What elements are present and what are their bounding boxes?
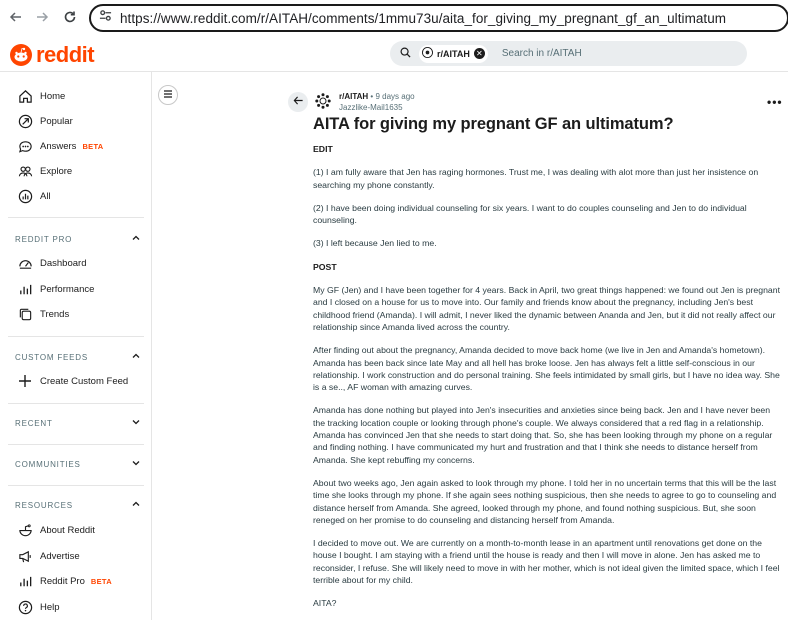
search-input[interactable]: Search in r/AITAH [501, 48, 582, 59]
sidebar-divider [8, 444, 144, 445]
sidebar-item-advertise[interactable] [16, 546, 80, 566]
chevron-down-icon[interactable] [131, 458, 141, 470]
section-recent[interactable] [15, 416, 141, 430]
section-heading: RECENT [15, 418, 53, 428]
sidebar-item-reddit-pro[interactable] [16, 571, 112, 591]
post-paragraph: (2) I have been doing individual counseling for six years. I want to do couples counseling and Jen to do individual counseling. [313, 202, 747, 226]
section-heading: COMMUNITIES [15, 459, 81, 469]
post-paragraph: After finding out about the pregnancy, Amanda decided to move back home (we live in Jen and Amanda's hometown). Amanda has been back since late May and all hell has broke loose. Jen has always felt a little self-conscious in our relationship. I work construction and do personal training. She feels intimidated by small girls, but I have no idea way. She is a se.., AF woman with amazing curves. [313, 345, 780, 393]
advertise-icon [16, 547, 34, 565]
performance-icon [16, 280, 34, 298]
more-options-icon[interactable]: ••• [767, 95, 783, 109]
post-paragraph: My GF (Jen) and I have been together for 4 years. Back in April, two great things happened: we found out Jen is pregnant and I closed on a house for us to move into. Our family and friends know about the pregnancy, including Jen's best childhood friend (Amanda). I will admit, I never liked the dynamic between Ananda and Jen, but it did not really affect our relationship since Amanda lived across the country. [313, 285, 780, 332]
sidebar-label: Performance [40, 283, 95, 295]
sidebar-label: Popular [40, 115, 73, 127]
back-button[interactable] [288, 92, 308, 112]
browser-toolbar [0, 0, 788, 36]
sidebar-item-answers[interactable] [16, 136, 104, 156]
sidebar-divider [8, 217, 144, 218]
beta-badge: BETA [90, 576, 112, 586]
post-section-heading: EDIT [313, 144, 333, 154]
sidebar-label: About Reddit [40, 524, 95, 536]
reddit-logo[interactable] [10, 42, 94, 68]
home-icon [16, 87, 34, 105]
subreddit-search-chip[interactable] [419, 45, 488, 63]
menu-icon [163, 86, 173, 104]
post-paragraph: Amanda has done nothing but played into Jen's insecurities and anxieties since being back. Jen and I have never been the tracking location couple or looking through phone's couple. We always considered that a red flag in a relationship. Amanda has convinced Jen that she needs to start doing that. So, she has been looking through my phone on a regular and finding nothing. I have communicated my hurt and frustration and that I think she needs to distance herself from Amanda. She kept rebuffing my concerns. [313, 405, 773, 465]
sidebar-item-create-custom-feed[interactable] [16, 371, 128, 391]
chip-remove-icon[interactable]: ✕ [474, 48, 485, 59]
post-paragraph: About two weeks ago, Jen again asked to look through my phone. I told her in no uncertain terms that this will be the last time she looks through my phone. If she again sees nothing suspicious, then she needs to agree to go to counseling and distance herself from Amanda. She agreed, looked through my phone, and found nothing suspicious. But, she soon reneged on her promise to do counseling and distancing herself from Amanda. [313, 477, 777, 525]
sidebar-item-performance[interactable] [16, 279, 94, 299]
author-link[interactable]: Jazzlike-Mail1635 [339, 103, 403, 112]
reddit-header [0, 36, 788, 72]
chevron-down-icon[interactable] [131, 417, 141, 429]
sidebar-label: Create Custom Feed [40, 375, 129, 387]
sidebar-item-all[interactable] [16, 186, 51, 206]
dashboard-icon [16, 254, 34, 272]
back-arrow-icon[interactable] [4, 5, 28, 29]
post-section-heading: POST [313, 261, 337, 272]
section-custom-feeds[interactable] [15, 350, 141, 364]
address-bar[interactable] [89, 4, 788, 32]
logo-wordmark: reddit [36, 42, 95, 67]
sidebar-divider [8, 485, 144, 486]
sidebar-item-home[interactable] [16, 86, 65, 106]
post-paragraph: (3) I left because Jen lied to me. [313, 238, 437, 249]
post-age: • 9 days ago [370, 92, 415, 101]
post-paragraph: I decided to move out. We are currently on a month-to-month lease in an apartment until renovations get done on the house I bought. I am staying with a friend until the house is ready and then I will move in alone. Jen has asked me to reconsider, I refuse. She will likely need to move in with her mother, which is not ideal given the limited space, which I feel terrible about for my child. [313, 538, 780, 586]
section-heading: RESOURCES [15, 500, 73, 510]
chevron-up-icon[interactable] [131, 233, 141, 245]
search-bar[interactable] [390, 41, 747, 66]
sidebar-label: Reddit Pro [40, 575, 85, 587]
sidebar-item-dashboard[interactable] [16, 253, 86, 273]
left-sidebar [0, 72, 152, 620]
arrow-left-icon [293, 93, 304, 111]
sidebar-divider [8, 336, 144, 337]
sidebar-label: Trends [40, 308, 70, 320]
all-icon [16, 187, 34, 205]
sidebar-item-explore[interactable] [16, 161, 72, 181]
chevron-up-icon[interactable] [131, 351, 141, 363]
post-body [313, 143, 781, 620]
reddit-snoo-icon [10, 44, 32, 66]
about-icon [16, 521, 34, 539]
section-heading: CUSTOM FEEDS [15, 352, 89, 362]
url-text[interactable]: https://www.reddit.com/r/AITAH/comments/1mmu73u/aita_for_giving_my_pregnant_gf_an_ultimatum [120, 10, 727, 26]
chevron-up-icon[interactable] [131, 499, 141, 511]
sidebar-label: Explore [40, 165, 73, 177]
sidebar-label: Dashboard [40, 257, 87, 269]
section-communities[interactable] [15, 457, 141, 471]
sidebar-item-trends[interactable] [16, 304, 69, 324]
sidebar-divider [8, 403, 144, 404]
chip-label: r/AITAH [437, 48, 470, 59]
post-title: AITA for giving my pregnant GF an ultimatum? [313, 115, 674, 133]
sidebar-label: Home [40, 90, 66, 102]
sidebar-label: All [40, 190, 51, 202]
post-paragraph: (1) I am fully aware that Jen has raging hormones. Trust me, I was dealing with alot more than just her insistence on searching my phone constantly. [313, 167, 759, 190]
subreddit-link[interactable]: r/AITAH [339, 92, 369, 101]
sidebar-item-popular[interactable] [16, 111, 73, 131]
sidebar-label: Help [40, 601, 60, 613]
sidebar-item-about-reddit[interactable] [16, 520, 95, 540]
search-icon [400, 45, 411, 63]
reload-icon[interactable] [58, 5, 82, 29]
popular-icon [16, 112, 34, 130]
section-heading: REDDIT PRO [15, 234, 73, 244]
section-resources[interactable] [15, 498, 141, 512]
answers-icon [16, 137, 34, 155]
subreddit-icon[interactable] [314, 92, 332, 110]
forward-arrow-icon[interactable] [30, 5, 54, 29]
beta-badge: BETA [82, 141, 104, 151]
site-info-icon[interactable] [99, 9, 112, 27]
sidebar-collapse-button[interactable] [158, 85, 178, 105]
post-meta [339, 92, 415, 112]
sidebar-item-help[interactable] [16, 597, 60, 617]
trends-icon [16, 305, 34, 323]
subreddit-chip-icon [422, 45, 433, 63]
reddit-pro-icon [16, 572, 34, 590]
post-paragraph: AITA? [313, 598, 337, 609]
section-reddit-pro[interactable] [15, 232, 141, 246]
help-icon [16, 598, 34, 616]
explore-icon [16, 162, 34, 180]
sidebar-label: Answers [40, 140, 77, 152]
plus-icon [16, 372, 34, 390]
sidebar-label: Advertise [40, 550, 80, 562]
